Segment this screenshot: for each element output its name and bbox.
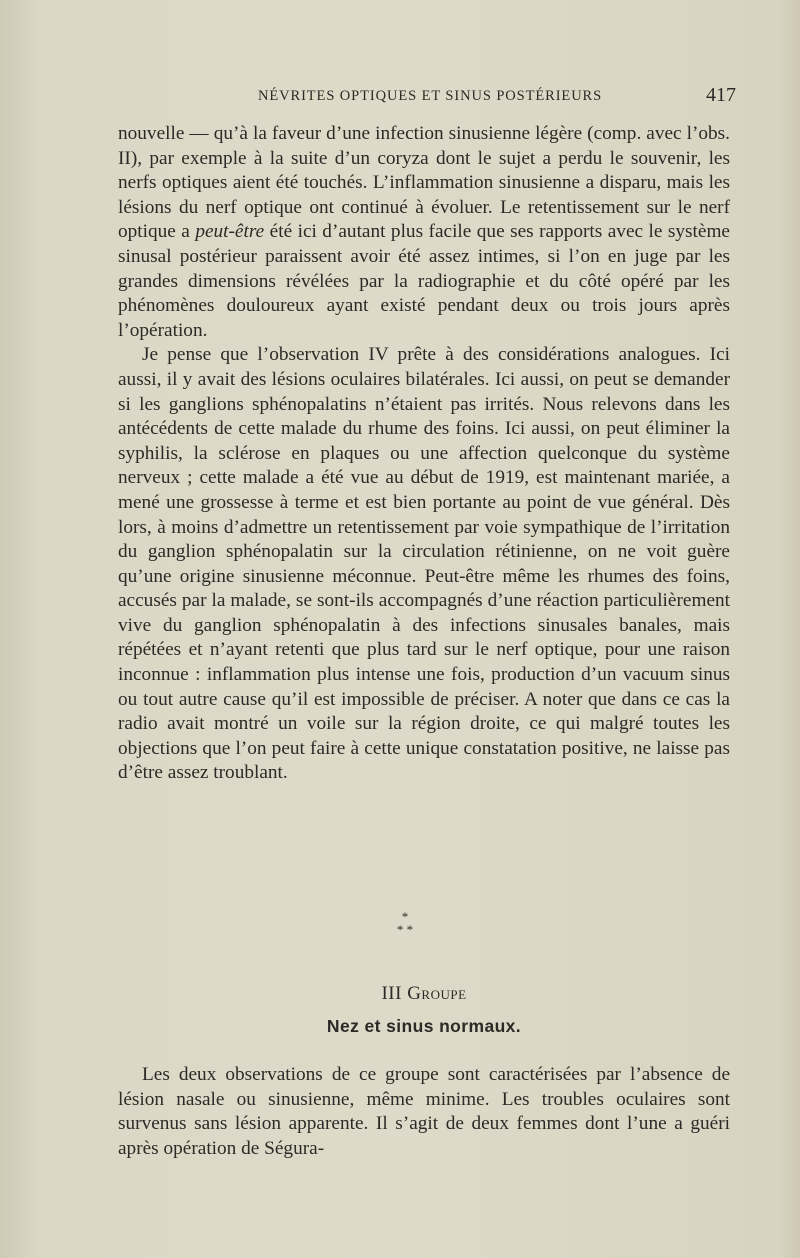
asterism-bottom: * * [396,922,414,937]
body-text [118,122,730,786]
group-label: Groupe [407,983,467,1004]
group-numeral: III [381,983,402,1004]
asterism-top: * [401,909,409,924]
asterism-separator [380,910,430,936]
section-heading: Nez et sinus normaux. [326,1016,522,1036]
paragraph-continued [118,122,730,343]
paragraph-group-iii: Les deux observations de ce groupe sont caractérisées par l’absence de lésion nasale ou sinusienne, même minime. Les troubles oculaires sont survenus sans lésion apparente. Il s’agit de deux femmes dont l’une a guéri après opération de Ségura- [118,1064,730,1159]
group-title [118,983,730,1005]
page-number: 417 [706,84,736,106]
italic-word: peut-être [195,221,265,243]
page-header [118,86,738,110]
paragraph-text: été ici d’autant plus facile que ses rapports avec le système sinusal postérieur paraissent avoir été assez intimes, si l’on en juge par les grandes dimensions révélées par la radiographie et du côté opéré par les phénomènes douloureux ayant existé pendant deux ou trois jours après l’opération. [118,221,730,341]
paragraph-text: nouvelle — qu’à la faveur d’une infection sinusienne légère (comp. avec l’obs. II), par exemple à la suite d’un coryza dont le sujet a perdu le souvenir, les nerfs optiques aient été touchés. L’inflammation sinusienne a disparu, mais les lésions du nerf optique ont continué à évoluer. Le retentissement sur le nerf optique a [118,123,730,243]
running-title: NÉVRITES OPTIQUES ET SINUS POSTÉRIEURS [258,88,603,104]
paragraph-observation-iv: Je pense que l’observation IV prête à des considérations analogues. Ici aussi, il y avait des lésions oculaires bilatérales. Ici aussi, on peut se demander si les ganglions sphénopalatins n’étaient pas irrités. Nous relevons dans les antécédents de cette malade du rhume des foins. Ici aussi, on peut éliminer la syphilis, la sclérose en plaques ou une affection quelconque du système nerveux ; cette malade a été vue au début de 1919, est maintenant mariée, a mené une grossesse à terme et est bien portante au point de vue général. Dès lors, à moins d’admettre un retentissement par voie sympathique de l’irritation du ganglion sphénopalatin sur la circulation rétinienne, on ne voit guère qu’une origine sinusienne méconnue. Peut-être même les rhumes des foins, accusés par la malade, se sont-ils accompagnés d’une réaction particulièrement vive du ganglion sphénopalatin à des infections sinusales banales, mais répétées et n’ayant retenti que plus tard sur le nerf optique, pour une raison inconnue : inflammation plus intense une fois, production d’un vacuum sinus ou tout autre cause qu’il est impossible de préciser. A noter que dans ce cas la radio avait montré un voile sur la région droite, ce qui malgré toutes les objections que l’on peut faire à cette unique constatation positive, ne laisse pas d’être assez troublant. [118,344,730,784]
closing-text [118,1063,730,1161]
